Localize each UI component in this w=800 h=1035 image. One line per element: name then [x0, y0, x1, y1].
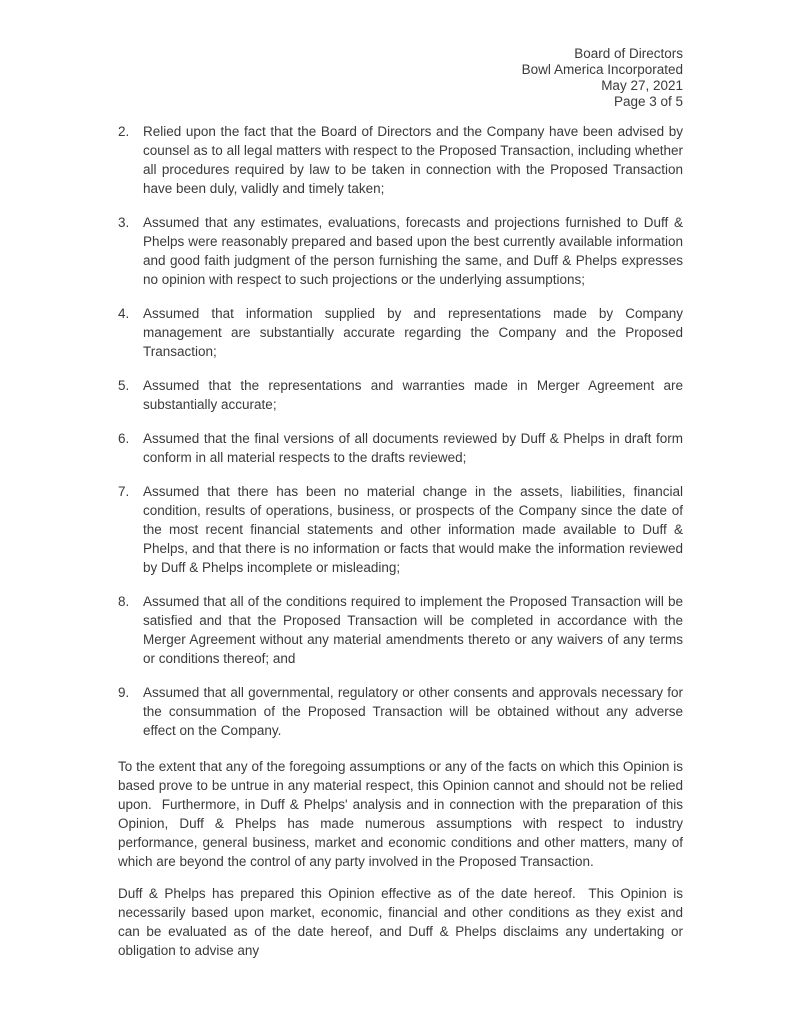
list-item	[118, 213, 687, 289]
list-item-number: 7.	[118, 484, 130, 499]
document-content	[118, 46, 687, 973]
list-item	[118, 429, 687, 467]
list-item-number: 6.	[118, 431, 130, 446]
recipient-header	[118, 46, 683, 110]
list-item-number: 3.	[118, 215, 130, 230]
list-item	[118, 304, 687, 361]
list-item-number: 4.	[118, 306, 130, 321]
list-item-number: 9.	[118, 685, 130, 700]
list-item	[118, 482, 687, 577]
list-item-text: Assumed that information supplied by and representations made by Company management are substantially accurate regarding the Company and the Proposed Transaction;	[143, 306, 687, 359]
list-item-text: Assumed that any estimates, evaluations, forecasts and projections furnished to Duff & Phelps were reasonably prepared and based upon the best currently available information and good faith judgment of the person furnishing the same, and Duff & Phelps expresses no opinion with respect to such projections or the underlying assumptions;	[143, 215, 687, 287]
closing-paragraphs	[118, 757, 687, 960]
list-item	[118, 683, 687, 740]
header-line-company: Bowl America Incorporated	[521, 62, 683, 77]
list-item-number: 5.	[118, 378, 130, 393]
body-paragraph: Duff & Phelps has prepared this Opinion effective as of the date hereof. This Opinion is necessarily based upon market, economic, financial and other conditions as they exist and can be evaluated as of the date hereof, and Duff & Phelps disclaims any undertaking or obligation to advise any	[118, 886, 687, 958]
list-item	[118, 122, 687, 198]
assumptions-list	[118, 122, 687, 740]
list-item-number: 8.	[118, 594, 130, 609]
header-line-recipient: Board of Directors	[574, 46, 683, 61]
list-item	[118, 592, 687, 668]
list-item	[118, 376, 687, 414]
header-line-date: May 27, 2021	[601, 78, 683, 93]
list-item-text: Assumed that the final versions of all documents reviewed by Duff & Phelps in draft form conform in all material respects to the drafts reviewed;	[143, 431, 687, 465]
list-item-text: Assumed that the representations and warranties made in Merger Agreement are substantially accurate;	[143, 378, 687, 412]
list-item-text: Assumed that all of the conditions required to implement the Proposed Transaction will be satisfied and that the Proposed Transaction will be completed in accordance with the Merger Agreement without any material amendments thereto or any waivers of any terms or conditions thereof; and	[143, 594, 687, 666]
list-item-text: Relied upon the fact that the Board of Directors and the Company have been advised by counsel as to all legal matters with respect to the Proposed Transaction, including whether all procedures required by law to be taken in connection with the Proposed Transaction have been duly, validly and timely taken;	[143, 124, 687, 196]
list-item-number: 2.	[118, 124, 130, 139]
list-item-text: Assumed that there has been no material change in the assets, liabilities, financial condition, results of operations, business, or prospects of the Company since the date of the most recent financial statements and other information made available to Duff & Phelps, and that there is no information or facts that would make the information reviewed by Duff & Phelps incomplete or misleading;	[143, 484, 687, 575]
body-paragraph: To the extent that any of the foregoing assumptions or any of the facts on which this Opinion is based prove to be untrue in any material respect, this Opinion cannot and should not be relied upon. Furthermore, in Duff & Phelps' analysis and in connection with the preparation of this Opinion, Duff & Phelps has made numerous assumptions with respect to industry performance, general business, market and economic conditions and other matters, many of which are beyond the control of any party involved in the Proposed Transaction.	[118, 759, 687, 869]
header-line-page-number: Page 3 of 5	[613, 94, 683, 109]
list-item-text: Assumed that all governmental, regulatory or other consents and approvals necessary for the consummation of the Proposed Transaction will be obtained without any adverse effect on the Company.	[143, 685, 687, 738]
